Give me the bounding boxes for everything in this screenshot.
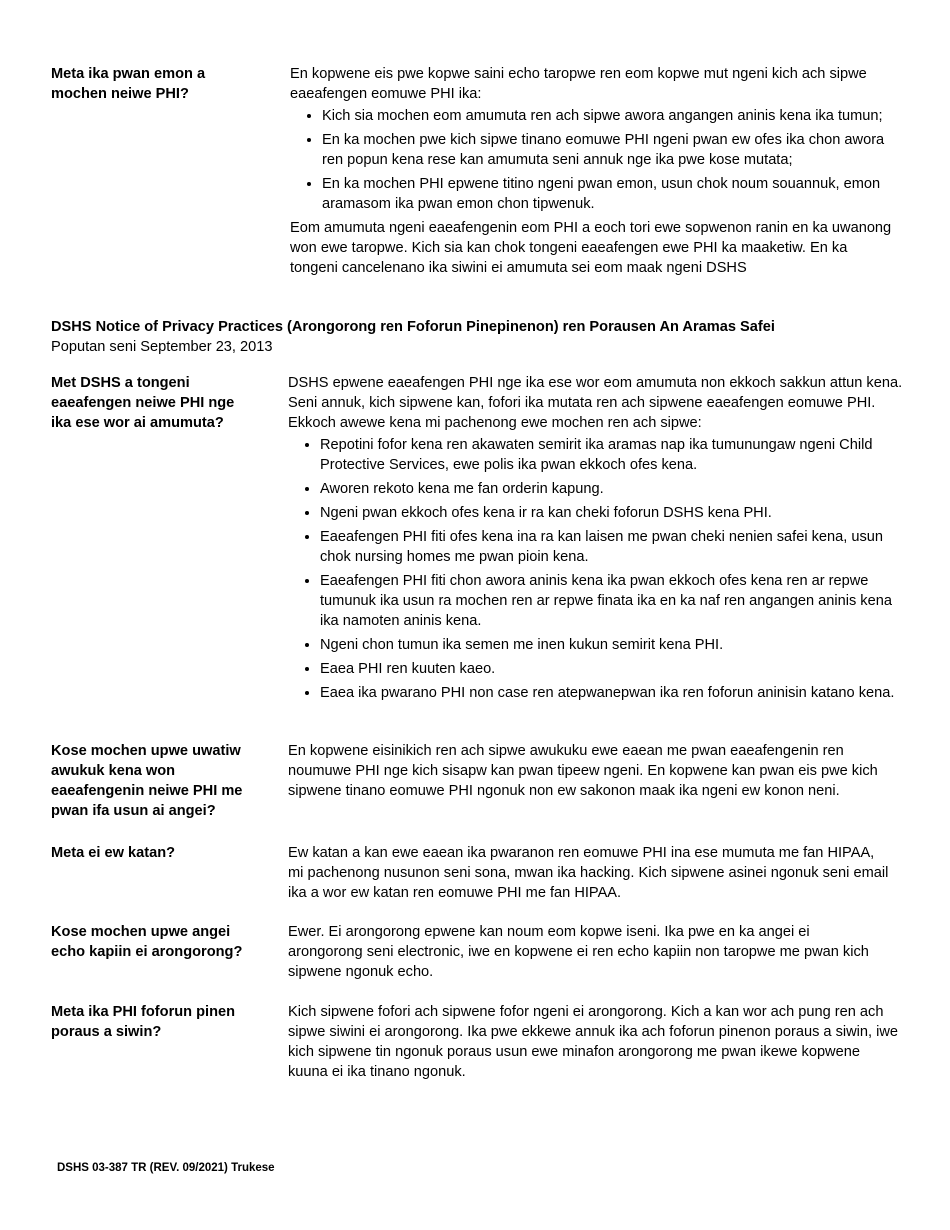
paragraph: En kopwene eis pwe kopwe saini echo taropwe ren eom kopwe mut ngeni kich ach sipwe eaeafengen eomuwe PHI ika: (290, 66, 867, 102)
section-answer (288, 373, 903, 707)
list-item: • Eaeafengen PHI fiti chon awora aninis kena ika pwan ekkoch ofes kena ren ar repwe tumunuk ika usun ra mochen ren ar repwe finata ika en ka naf ren angangen aninis kena ika namoten aninis kena. (320, 571, 903, 631)
list-item: • Eaeafengen PHI fiti ofes kena ina ra kan laisen me pwan cheki nenien safei kena, usun chok nursing homes me pwan pioin kena. (320, 527, 903, 567)
section-question: Meta ika pwan emon a mochen neiwe PHI? (51, 66, 206, 102)
section-question: Meta ika PHI foforun pinen poraus a siwin? (51, 1004, 236, 1040)
paragraph: Kich sipwene fofori ach sipwene fofor ngeni ei arongorong. Kich a kan wor ach pung ren ach sipwe siwini ei arongorong. Ika pwe ekkewe annuk ika ach foforun pinenon poraus a siwin, iwe kich sipwene tin ngonuk poraus usun ewe minafon arongorong me pwan ikewe kopwene kuuna ei ika tinano ngonuk. (288, 1004, 899, 1080)
paragraph: Ewer. Ei arongorong epwene kan noum eom kopwe iseni. Ika pwe en ka angei ei arongorong seni electronic, iwe en kopwene ei ren echo kapiin non taropwe me pwan kich sipwene ngonuk echo. (288, 924, 869, 980)
section-answer (288, 922, 888, 982)
section-answer (288, 1002, 900, 1082)
list-item: • Ngeni pwan ekkoch ofes kena ir ra kan cheki foforun DSHS kena PHI. (320, 503, 903, 523)
list-item: • Repotini fofor kena ren akawaten semirit ika aramas nap ika tumunungaw ngeni Child Protective Services, ewe polis ika pwan ekkoch ofes kena. (320, 435, 903, 475)
list-item: • Aworen rekoto kena me fan orderin kapung. (320, 479, 903, 499)
paragraph: DSHS epwene eaeafengen PHI nge ika ese wor eom amumuta non ekkoch sakkun attun kena. Seni annuk, kich sipwene kan, fofori ika mutata ren ach sipwene eaeafengen eomuwe PHI. Ekkoch awewe kena mi pachenong ewe mochen ren ach sipwe: (288, 375, 903, 431)
list-item: • Eaea PHI ren kuuten kaeo. (320, 659, 903, 679)
paragraph: Ew katan a kan ewe eaean ika pwaranon ren eomuwe PHI ina ese mumuta me fan HIPAA, mi pachenong nusunon seni sona, mwan ika hacking. Kich sipwene asinei ngonuk seni email ika a wor ew katan ren eomuwe PHI me fan HIPAA. (288, 845, 889, 901)
section-answer (288, 843, 893, 903)
section-answer (290, 64, 895, 278)
list-item: • Ngeni chon tumun ika semen me inen kukun semirit kena PHI. (320, 635, 903, 655)
paragraph: En kopwene eisinikich ren ach sipwe awukuku ewe eaean me pwan eaeafengenin ren noumuwe PHI nge kich sisapw kan pwan tipeew ngeni. En kopwene kan pwan eis pwe kich sipwene tinano eomuwe PHI ngonuk non ew sakonon maak ika ngeni ew konon neni. (288, 743, 878, 799)
section-answer (288, 741, 893, 801)
notice-heading (51, 317, 901, 357)
list-item: • En ka mochen PHI epwene titino ngeni pwan emon, usun chok noum souannuk, emon aramasom ika pwan emon chon tipwenuk. (322, 174, 895, 214)
section-question: Meta ei ew katan? (51, 845, 176, 861)
form-footer: DSHS 03-387 TR (REV. 09/2021) Trukese (57, 1162, 275, 1174)
list-item: • En ka mochen pwe kich sipwe tinano eomuwe PHI ngeni pwan ew ofes ika chon awora ren popun kena rese kan amumuta seni annuk nge ika pwe kose mutata; (322, 130, 895, 170)
section-question: Met DSHS a tongeni eaeafengen neiwe PHI nge ika ese wor ai amumuta? (51, 375, 235, 431)
bullet-list (290, 106, 895, 214)
notice-title: DSHS Notice of Privacy Practices (Arongorong ren Foforun Pinepinenon) ren Porausen An Aramas Safei (51, 319, 775, 335)
section-question: Kose mochen upwe angei echo kapiin ei arongorong? (51, 924, 243, 960)
section-question: Kose mochen upwe uwatiw awukuk kena won eaeafengenin neiwe PHI me pwan ifa usun ai angei? (51, 743, 243, 819)
list-item: • Kich sia mochen eom amumuta ren ach sipwe awora angangen aninis kena ika tumun; (322, 106, 895, 126)
bullet-list (288, 435, 903, 703)
list-item: • Eaea ika pwarano PHI non case ren atepwanepwan ika ren foforun aninisin katano kena. (320, 683, 903, 703)
notice-date: Poputan seni September 23, 2013 (51, 339, 273, 355)
paragraph: Eom amumuta ngeni eaeafengenin eom PHI a eoch tori ewe sopwenon ranin en ka uwanong won ewe taropwe. Kich sia kan chok tongeni eaeafengen ewe PHI ka maaketiw. En ka tongeni cancelenano ika siwini ei amumuta sei eom maak ngeni DSHS (290, 220, 892, 276)
